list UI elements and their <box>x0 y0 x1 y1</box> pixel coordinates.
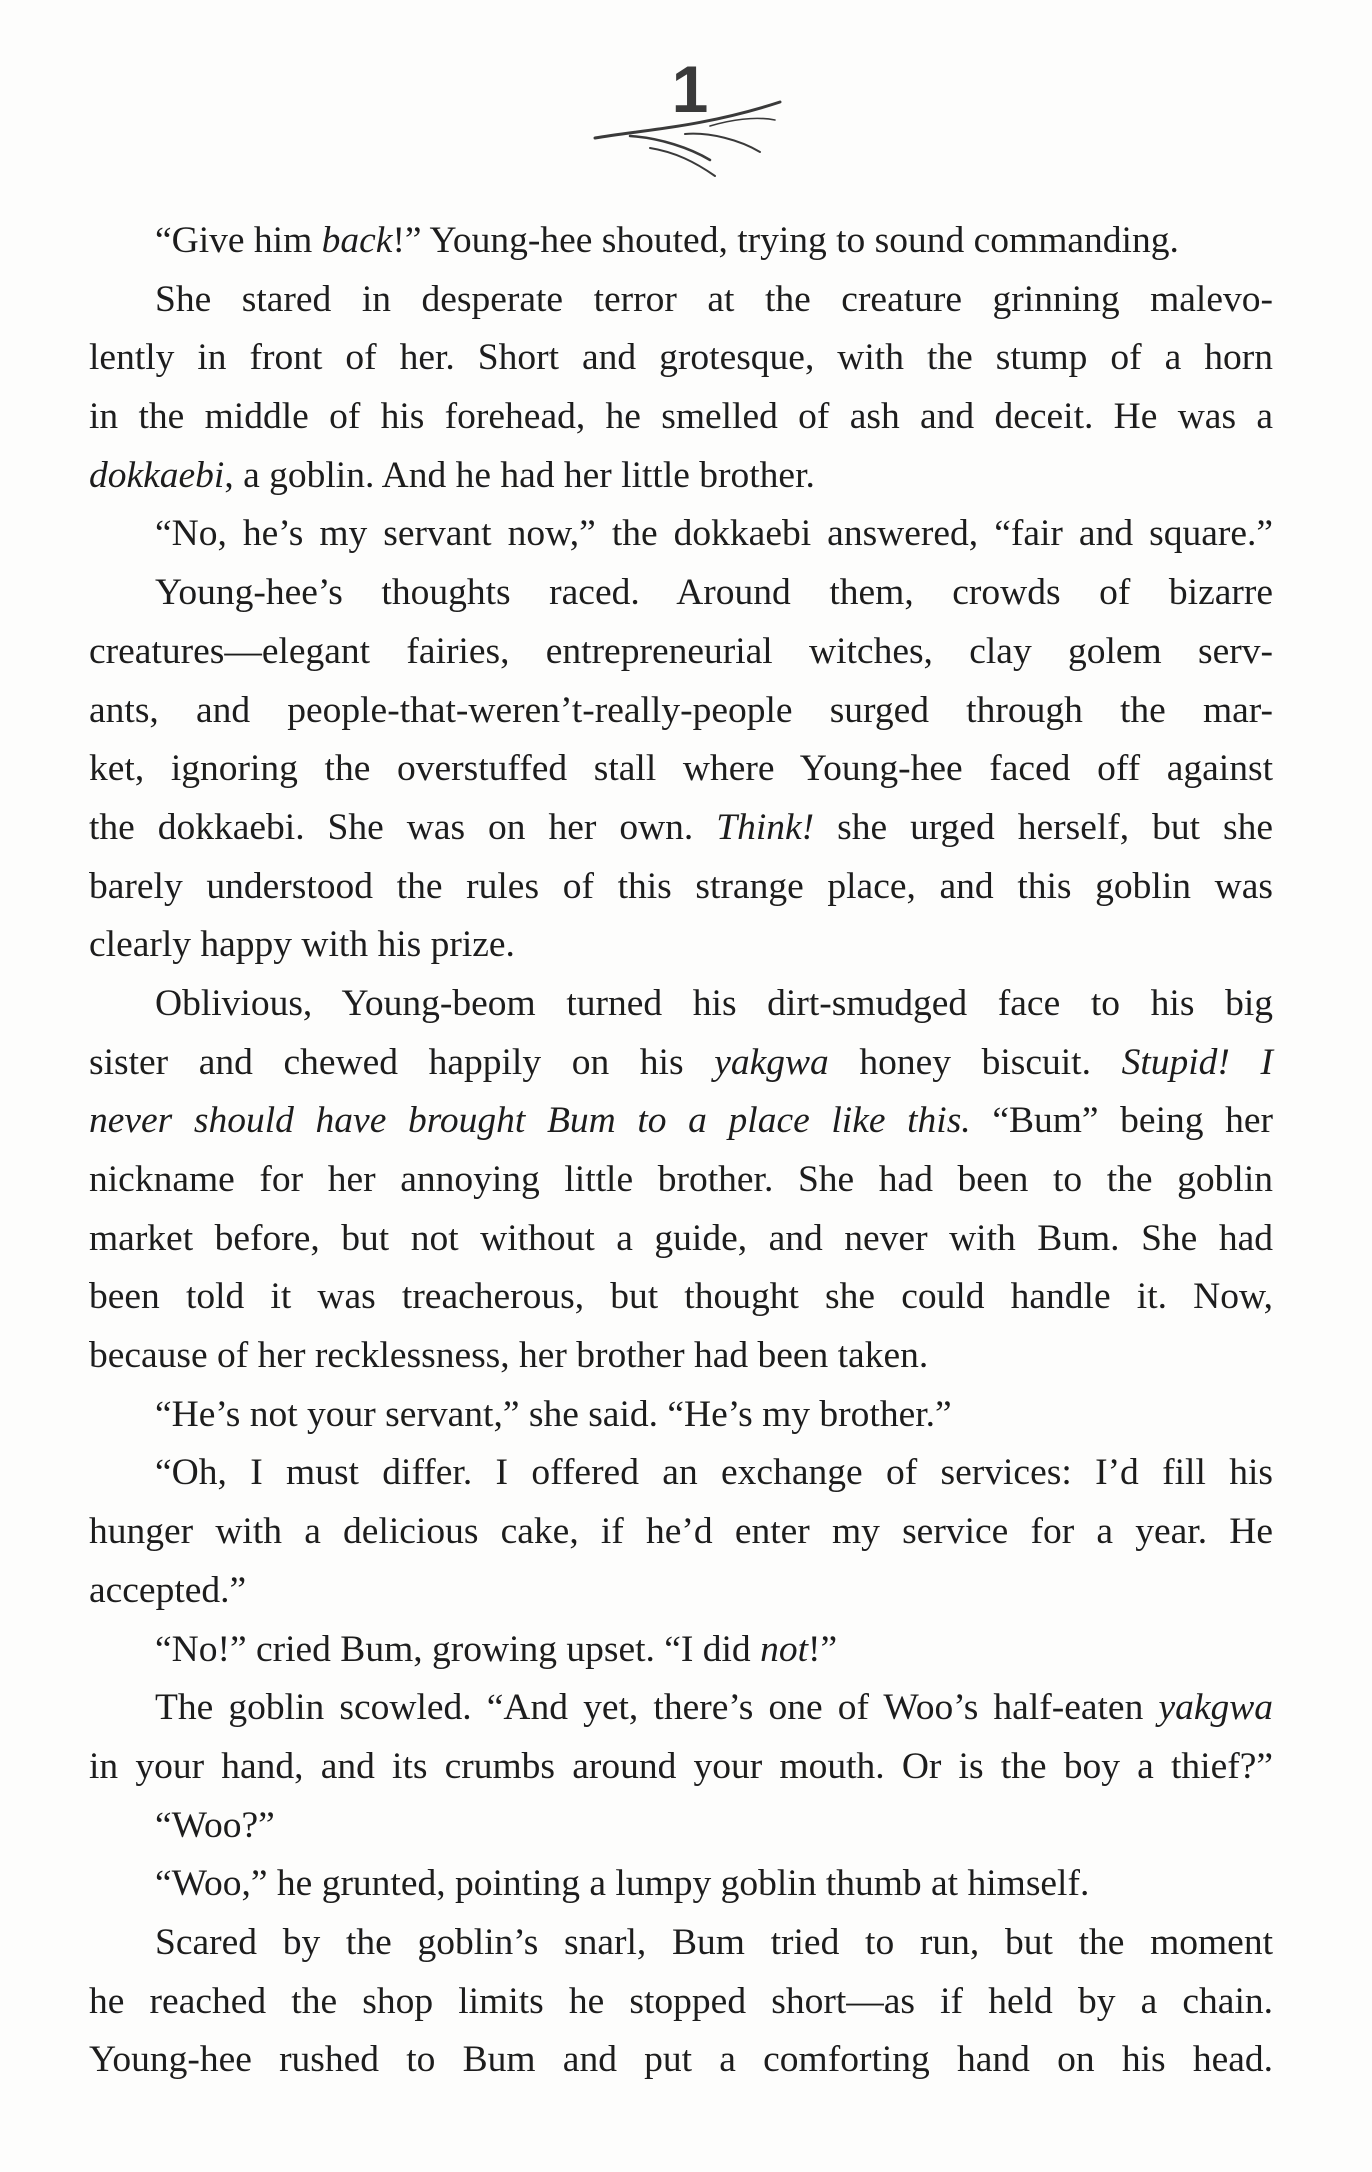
text-line <box>89 1855 1273 1914</box>
text-line <box>89 975 1273 1034</box>
italic-text: Stupid! I <box>1121 1041 1273 1083</box>
italic-text: yakgwa <box>1158 1687 1273 1729</box>
text-run: ket, ignoring the overstuffed stall where Young-hee faced off against <box>89 748 1273 790</box>
text-run: Young-hee’s thoughts raced. Around them, crowds of bizarre <box>155 572 1273 614</box>
text-line <box>89 1738 1273 1797</box>
text-line <box>89 740 1273 799</box>
text-line <box>89 1092 1273 1151</box>
text-line <box>89 682 1273 741</box>
text-line <box>89 271 1273 330</box>
text-run: !” <box>807 1628 838 1670</box>
italic-text: not <box>760 1628 808 1670</box>
text-run: sister and chewed happily on his <box>89 1041 715 1083</box>
text-run: the dokkaebi. She was on her own. <box>89 806 717 848</box>
text-line <box>89 1386 1273 1445</box>
text-line <box>89 1444 1273 1503</box>
text-line <box>89 1151 1273 1210</box>
text-run: “Give him <box>155 220 322 261</box>
text-run: “Woo?” <box>155 1804 275 1846</box>
chapter-heading <box>0 50 1372 180</box>
text-run: accepted.” <box>89 1569 247 1611</box>
text-line <box>89 1973 1273 2032</box>
text-line <box>89 799 1273 858</box>
text-line <box>89 1797 1273 1856</box>
italic-text: back <box>321 220 393 261</box>
text-run: because of her recklessness, her brother had been taken. <box>89 1335 929 1377</box>
text-line <box>89 388 1273 447</box>
text-line <box>89 329 1273 388</box>
chapter-body-text <box>89 212 1273 2090</box>
text-run: clearly happy with his prize. <box>89 924 515 966</box>
text-run: “No!” cried Bum, growing upset. “I did <box>155 1628 761 1670</box>
text-line <box>89 1210 1273 1269</box>
text-line <box>89 1562 1273 1621</box>
italic-text: Think! <box>716 806 815 848</box>
text-run: “Oh, I must differ. I offered an exchange of services: I’d fill his <box>155 1452 1273 1494</box>
text-line <box>89 1914 1273 1973</box>
italic-text: never should have brought Bum to a place like this. <box>89 1100 971 1142</box>
text-line <box>89 1621 1273 1680</box>
italic-text: dokkaebi <box>89 454 225 496</box>
text-run: he reached the shop limits he stopped short—as if held by a chain. <box>89 1980 1273 2022</box>
text-run: ants, and people-that-weren’t-really-people surged through the mar- <box>89 689 1273 731</box>
text-run: market before, but not without a guide, and never with Bum. She had <box>89 1217 1273 1259</box>
chapter-number: 1 <box>671 52 709 126</box>
text-run: been told it was treacherous, but thought she could handle it. Now, <box>89 1276 1273 1318</box>
text-run: nickname for her annoying little brother. She had been to the goblin <box>89 1159 1273 1200</box>
text-line <box>89 858 1273 917</box>
text-run: creatures—elegant fairies, entrepreneurial witches, clay golem serv- <box>89 630 1273 672</box>
text-line <box>89 505 1273 564</box>
text-line <box>89 212 1273 271</box>
text-run: “No, he’s my servant now,” the dokkaebi answered, “fair and square.” <box>155 513 1273 555</box>
text-run: in the middle of his forehead, he smelled of ash and deceit. He was a <box>89 396 1273 438</box>
text-run: hunger with a delicious cake, if he’d enter my service for a year. He <box>89 1511 1273 1553</box>
text-line <box>89 916 1273 975</box>
text-run: “Woo,” he grunted, pointing a lumpy goblin thumb at himself. <box>155 1863 1090 1905</box>
text-line <box>89 1268 1273 1327</box>
text-run: Oblivious, Young-beom turned his dirt-smudged face to his big <box>155 982 1273 1024</box>
text-run: The goblin scowled. “And yet, there’s one of Woo’s half-eaten <box>155 1687 1159 1729</box>
italic-text: yakgwa <box>714 1041 829 1083</box>
text-line <box>89 1034 1273 1093</box>
text-run: lently in front of her. Short and grotesque, with the stump of a horn <box>89 337 1273 379</box>
text-run: She stared in desperate terror at the creature grinning malevo- <box>155 278 1273 320</box>
text-run: she urged herself, but she <box>814 806 1273 848</box>
text-run: honey biscuit. <box>828 1041 1122 1083</box>
text-run: Young-hee rushed to Bum and put a comforting hand on his head. <box>89 2039 1273 2081</box>
text-line <box>89 2031 1273 2090</box>
text-line <box>89 564 1273 623</box>
text-run: “He’s not your servant,” she said. “He’s my brother.” <box>155 1393 952 1435</box>
text-line <box>89 1503 1273 1562</box>
text-run: Scared by the goblin’s snarl, Bum tried to run, but the moment <box>155 1921 1273 1963</box>
text-line <box>89 1679 1273 1738</box>
text-run: !” Young-hee shouted, trying to sound commanding. <box>392 220 1179 261</box>
text-run: barely understood the rules of this strange place, and this goblin was <box>89 865 1273 907</box>
branch-swash-icon <box>590 90 790 180</box>
text-run: , a goblin. And he had her little brother. <box>224 454 815 496</box>
text-run: in your hand, and its crumbs around your mouth. Or is the boy a thief?” <box>89 1745 1273 1787</box>
text-line <box>89 623 1273 682</box>
text-line <box>89 1327 1273 1386</box>
text-run: “Bum” being her <box>970 1100 1273 1142</box>
text-line <box>89 447 1273 506</box>
